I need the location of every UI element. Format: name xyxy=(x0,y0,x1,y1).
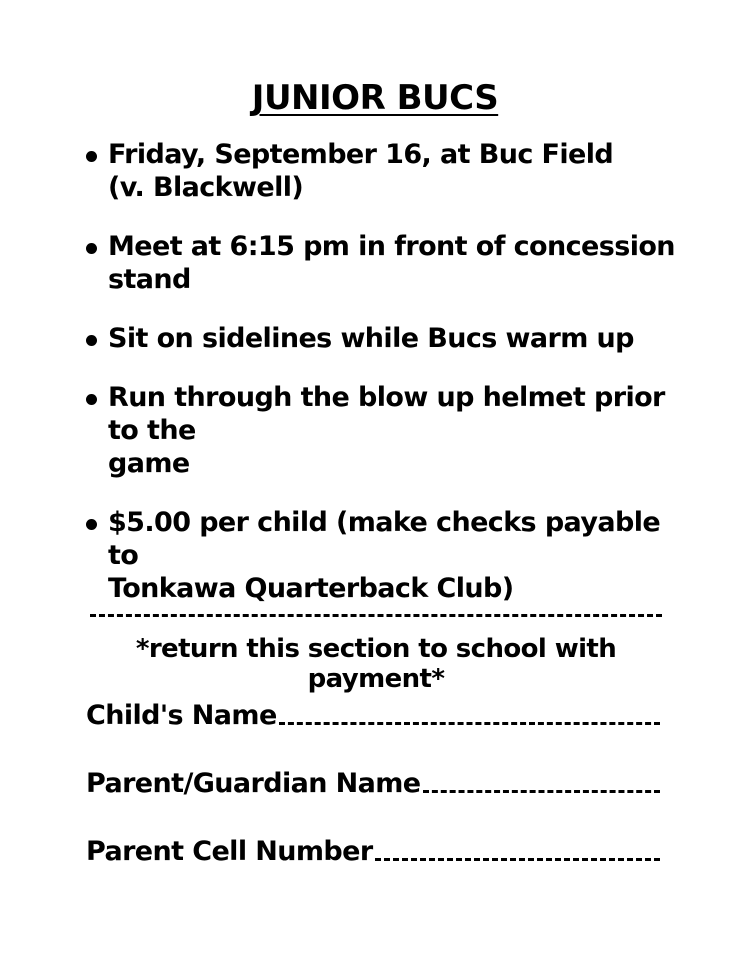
bullet-item-meet-time: Meet at 6:15 pm in front of concession stand xyxy=(82,230,682,296)
guardian-name-field[interactable] xyxy=(86,768,660,799)
bullet-icon xyxy=(86,394,97,405)
guardian-name-blank[interactable] xyxy=(423,790,660,793)
child-name-label: Child's Name xyxy=(86,700,277,731)
bullet-item-sidelines: Sit on sidelines while Bucs warm up xyxy=(82,322,682,355)
bullet-item-price: $5.00 per child (make checks payable to Tonkawa Quarterback Club) xyxy=(82,506,682,605)
bullet-item-helmet: Run through the blow up helmet prior to the game xyxy=(82,381,682,480)
child-name-field[interactable] xyxy=(86,700,660,731)
guardian-name-label: Parent/Guardian Name xyxy=(86,768,421,799)
bullet-list xyxy=(82,138,682,631)
return-note: *return this section to school with payment* xyxy=(135,634,617,694)
cut-line xyxy=(90,614,662,617)
bullet-icon xyxy=(86,335,97,346)
bullet-icon xyxy=(86,151,97,162)
bullet-icon xyxy=(86,243,97,254)
bullet-item-date: Friday, September 16, at Buc Field (v. Blackwell) xyxy=(82,138,682,204)
flyer-title: JUNIOR BUCS xyxy=(251,78,499,118)
cell-number-field[interactable] xyxy=(86,836,660,867)
cell-number-blank[interactable] xyxy=(375,858,660,861)
bullet-icon xyxy=(86,519,97,530)
cell-number-label: Parent Cell Number xyxy=(86,836,373,867)
child-name-blank[interactable] xyxy=(279,722,660,725)
